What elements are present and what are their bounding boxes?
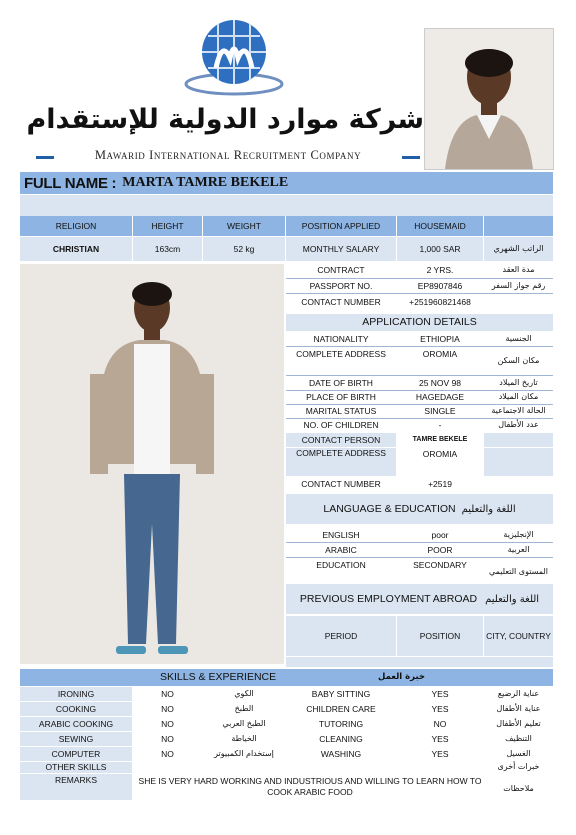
header-housemaid: HOUSEMAID xyxy=(397,216,483,236)
nationality-label: NATIONALITY xyxy=(313,333,369,344)
baby-sitting-ar: عناية الرضيع xyxy=(497,688,540,698)
cooking-value: NO xyxy=(161,703,174,714)
cleaning-label: CLEANING xyxy=(319,733,363,744)
contract-value: 2 YRS. xyxy=(426,264,454,275)
language-title-bar xyxy=(286,494,553,524)
monthly-salary-value: 1,000 SAR xyxy=(397,237,483,261)
contact-address-value: OROMIA xyxy=(397,448,483,476)
arabic-cooking-ar: الطبخ العربي xyxy=(222,718,266,728)
contact-number-label: CONTACT NUMBER xyxy=(301,478,381,489)
education-label: EDUCATION xyxy=(316,559,366,570)
computer-ar: إستخدام الكمبيوتر xyxy=(214,748,274,758)
passport-ar: رقم جواز السفر xyxy=(491,280,546,290)
contact-number-value: +2519 xyxy=(428,478,452,489)
skills-title: SKILLS & EXPERIENCE xyxy=(160,671,277,683)
skills-title-ar: خبرة العمل xyxy=(378,672,426,682)
employment-title-ar: اللغة والتعليم xyxy=(485,593,540,605)
english-value: poor xyxy=(431,529,449,540)
full-name-bar xyxy=(20,172,553,194)
height-value: 163cm xyxy=(133,237,202,261)
globe-logo-icon xyxy=(178,10,290,102)
period-header: PERIOD xyxy=(286,616,396,656)
pob-label: PLACE OF BIRTH xyxy=(306,392,376,403)
contract-ar: مدة العقد xyxy=(502,264,535,274)
english-label: ENGLISH xyxy=(322,529,360,540)
contract-contact-value: +251960821468 xyxy=(409,296,471,307)
remarks-label: REMARKS xyxy=(20,774,132,800)
baby-sitting-value: YES xyxy=(431,688,449,699)
tutoring-label: TUTORING xyxy=(318,718,364,729)
other-skills-value xyxy=(133,762,483,773)
application-details-title: APPLICATION DETAILS xyxy=(286,314,553,331)
tutoring-value: NO xyxy=(433,718,447,729)
english-company-title: Mawarid International Recruitment Company xyxy=(94,148,362,162)
english-ar: الإنجليزية xyxy=(503,529,534,539)
monthly-salary-ar: الراتب الشهري xyxy=(484,237,553,261)
cleaning-ar: التنظيف xyxy=(505,733,532,743)
arabic-cooking-value: NO xyxy=(161,718,174,729)
education-value: SECONDARY xyxy=(413,559,467,570)
address-label: COMPLETE ADDRESS xyxy=(296,348,386,359)
dob-ar: تاريخ الميلاد xyxy=(499,377,538,387)
contact-person-value: TAMRE BEKELE xyxy=(397,433,483,447)
contract-contact-label: CONTACT NUMBER xyxy=(301,296,381,307)
remarks-value: SHE IS VERY HARD WORKING AND INDUSTRIOUS AND WILLING TO LEARN HOW TO COOK ARABIC FOOD xyxy=(138,775,482,797)
baby-sitting-label: BABY SITTING xyxy=(311,688,371,699)
pob-value: HAGEDAGE xyxy=(415,392,465,403)
children-value: - xyxy=(438,420,442,431)
washing-label: WASHING xyxy=(320,748,362,759)
passport-value: EP8907846 xyxy=(417,280,463,291)
english-title-rule-left xyxy=(36,156,54,159)
contract-label: CONTRACT xyxy=(317,264,365,275)
other-skills-ar: خبرات أخرى xyxy=(497,761,540,771)
dob-value: 25 NOV 98 xyxy=(418,377,462,388)
full-body-photo xyxy=(20,264,284,664)
washing-value: YES xyxy=(431,748,449,759)
education-ar: المستوى التعليمي xyxy=(488,566,549,576)
children-care-label: CHILDREN CARE xyxy=(306,703,376,714)
header-height: HEIGHT xyxy=(133,216,202,236)
ironing-ar: الكوي xyxy=(234,688,254,698)
computer-value: NO xyxy=(161,748,174,759)
remarks-ar: ملاحظات xyxy=(503,783,534,793)
employment-title: PREVIOUS EMPLOYMENT ABROAD xyxy=(299,593,478,605)
ironing-value: NO xyxy=(161,688,174,699)
contact-person-label: CONTACT PERSON xyxy=(286,433,396,447)
contact-address-blank xyxy=(484,448,553,476)
arabic-value: POOR xyxy=(427,544,453,555)
english-title-rule-right xyxy=(402,156,420,159)
header-position-applied: POSITION APPLIED xyxy=(286,216,396,236)
children-care-value: YES xyxy=(431,703,449,714)
computer-label: COMPUTER xyxy=(20,747,132,761)
blank-bar xyxy=(20,195,553,216)
marital-ar: الحالة الاجتماعية xyxy=(491,406,546,416)
nationality-value: ETHIOPIA xyxy=(420,333,460,344)
position-header: POSITION xyxy=(397,616,483,656)
cooking-label: COOKING xyxy=(20,702,132,716)
sewing-ar: الخياطة xyxy=(231,733,257,743)
language-title: LANGUAGE & EDUCATION xyxy=(323,503,456,515)
marital-label: MARITAL STATUS xyxy=(305,406,377,417)
header-blank xyxy=(484,216,553,236)
arabic-ar: العربية xyxy=(507,544,530,554)
language-title-ar: اللغة والتعليم xyxy=(461,503,516,515)
arabic-company-title: شركة موارد الدولية للإستقدام xyxy=(26,104,424,135)
company-logo xyxy=(178,10,290,102)
marital-value: SINGLE xyxy=(424,406,456,417)
monthly-salary-label: MONTHLY SALARY xyxy=(286,237,396,261)
children-label: NO. OF CHILDREN xyxy=(303,420,379,431)
other-skills-label: OTHER SKILLS xyxy=(20,762,132,773)
contact-address-label: COMPLETE ADDRESS xyxy=(286,448,396,476)
employment-title-bar xyxy=(286,584,553,614)
sewing-label: SEWING xyxy=(20,732,132,746)
pob-ar: مكان الميلاد xyxy=(498,392,539,402)
header-weight: WEIGHT xyxy=(203,216,285,236)
religion-value: CHRISTIAN xyxy=(20,237,132,261)
arabic-cooking-label: ARABIC COOKING xyxy=(20,717,132,731)
passport-label: PASSPORT NO. xyxy=(309,280,373,291)
arabic-label: ARABIC xyxy=(325,544,357,555)
contact-person-blank xyxy=(484,433,553,447)
employment-blank-row xyxy=(286,657,553,667)
address-value: OROMIA xyxy=(422,348,458,359)
cleaning-value: YES xyxy=(431,733,449,744)
children-care-ar: عناية الأطفال xyxy=(496,703,541,713)
tutoring-ar: تعليم الأطفال xyxy=(496,718,541,728)
full-name-value: MARTA TAMRE BEKELE xyxy=(122,175,289,190)
portrait-photo xyxy=(424,28,554,170)
cooking-ar: الطبخ xyxy=(234,703,254,713)
sewing-value: NO xyxy=(161,733,174,744)
weight-value: 52 kg xyxy=(203,237,285,261)
full-name-label: FULL NAME : xyxy=(24,174,117,192)
header-religion: RELIGION xyxy=(20,216,132,236)
skills-title-bar xyxy=(20,669,553,686)
ironing-label: IRONING xyxy=(20,687,132,701)
children-ar: عدد الأطفال xyxy=(498,420,539,430)
nationality-ar: الجنسية xyxy=(505,333,532,343)
city-country-header: CITY, COUNTRY xyxy=(484,616,553,656)
address-ar: مكان السكن xyxy=(497,355,540,365)
dob-label: DATE OF BIRTH xyxy=(309,377,373,388)
washing-ar: الغسيل xyxy=(506,748,531,758)
